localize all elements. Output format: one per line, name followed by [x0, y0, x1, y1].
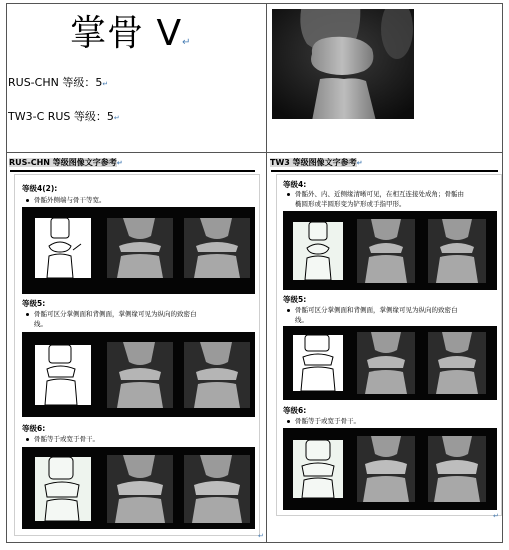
- tw3-section-heading: TW3 等级图像文字参考↵: [270, 158, 363, 167]
- xray-thumbnail: [428, 219, 486, 283]
- tw3-grade-label: 等级6:: [283, 406, 307, 415]
- rus-grade-description: 骨骺可区分掌侧面和背侧面，掌侧缘可见为纵向的致密白: [26, 309, 197, 319]
- bone-drawing: [35, 345, 91, 405]
- xray-thumbnail: [357, 332, 415, 394]
- xray-thumbnail: [107, 218, 173, 278]
- bone-drawing: [35, 218, 91, 278]
- bone-drawing: [293, 440, 343, 498]
- rus-grade-label: 等级5:: [22, 299, 46, 308]
- tw3-grade-label: 等级5:: [283, 295, 307, 304]
- rus-grade-description: 骨骺外侧端与骨干等宽。: [26, 195, 106, 205]
- tw3-grade-label: 等级4:: [283, 180, 307, 189]
- tw3-grade-description: 骨骺等于或宽于骨干。: [287, 416, 360, 426]
- tw3-grade: TW3-C RUS 等级：5↵: [8, 110, 120, 123]
- rus-grade-label: 等级4(2):: [22, 184, 58, 193]
- rus-grade-description: 骨骺等于或宽于骨干。: [26, 434, 99, 444]
- rus-chn-grade: RUS-CHN 等级：5↵: [8, 76, 109, 89]
- xray-thumbnail: [357, 219, 415, 283]
- xray-image: [272, 9, 414, 119]
- rus-grade-label: 等级6:: [22, 424, 46, 433]
- xray-thumbnail: [184, 218, 250, 278]
- tw3-heading-rule: [271, 170, 498, 172]
- xray-thumbnail: [428, 436, 486, 502]
- xray-thumbnail: [107, 342, 173, 408]
- tw3-grade-description-cont: 椭圆形或半圆形变为铲形或手指甲形。: [295, 200, 406, 208]
- paragraph-mark: ↵: [493, 512, 499, 520]
- bone-drawing: [293, 335, 343, 391]
- rus-heading-rule: [10, 170, 255, 172]
- xray-thumbnail: [428, 332, 486, 394]
- rus-grade-description-cont: 线。: [34, 320, 47, 328]
- xray-thumbnail: [184, 342, 250, 408]
- xray-thumbnail: [107, 455, 173, 523]
- tw3-grade-description-cont: 线。: [295, 316, 308, 324]
- paragraph-mark: ↵: [258, 532, 264, 540]
- bone-drawing: [35, 457, 91, 521]
- xray-thumbnail: [357, 436, 415, 502]
- bone-title: 掌骨 V↵: [70, 13, 192, 54]
- column-divider: [266, 3, 267, 543]
- xray-thumbnail: [184, 455, 250, 523]
- rus-section-heading: RUS-CHN 等级图像文字参考↵: [9, 158, 123, 167]
- row-divider: [6, 152, 503, 153]
- bone-drawing: [293, 222, 343, 280]
- tw3-grade-description: 骨骺可区分掌侧面和背侧面，掌侧缘可见为纵向的致密白: [287, 305, 458, 315]
- tw3-grade-description: 骨骺外、内、近侧缘清晰可见，在相互连接处成角；骨骺由: [287, 189, 464, 199]
